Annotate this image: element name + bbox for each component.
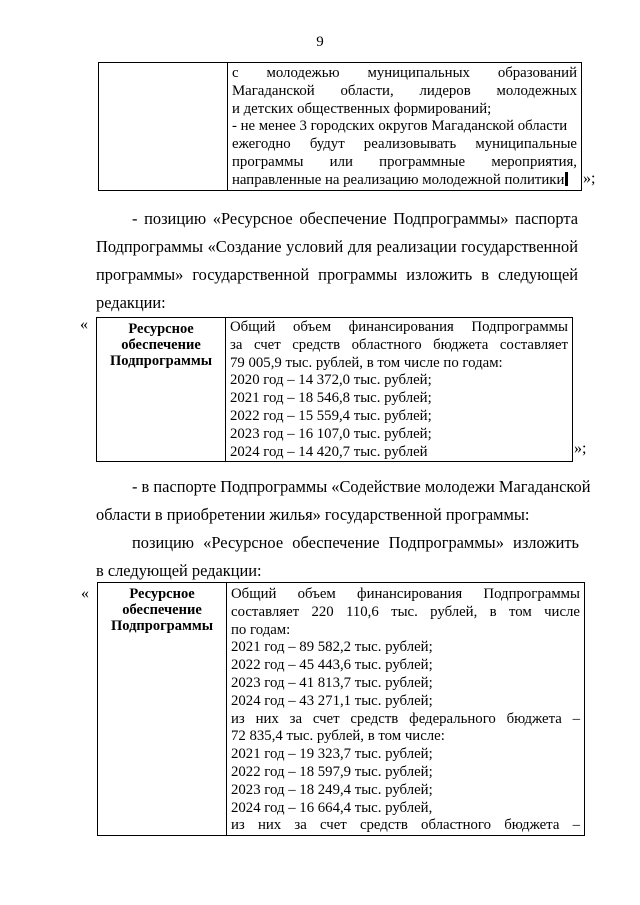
opening-quote-3: « <box>81 585 89 602</box>
continuation-table <box>98 62 582 191</box>
resource-table-2 <box>97 582 585 836</box>
table-line: 2024 год – 16 664,4 тыс. рублей, <box>231 799 433 816</box>
table-line: 2021 год – 18 546,8 тыс. рублей; <box>230 390 432 407</box>
label-line: Подпрограммы <box>109 353 213 369</box>
table-line: и детских общественных формирований; <box>232 100 492 117</box>
table-line: по годам: <box>231 621 291 638</box>
resource-label-cell <box>98 583 227 836</box>
resource-label-cell <box>97 318 226 462</box>
table-line: 2023 год – 41 813,7 тыс. рублей; <box>231 674 433 691</box>
paragraph-line: в следующей редакции: <box>96 561 262 580</box>
table-line: 2024 год – 43 271,1 тыс. рублей; <box>231 692 433 709</box>
paragraph-line: - в паспорте Подпрограммы «Содействие молодежи Магаданской <box>132 477 591 496</box>
continuation-table-right-cell <box>228 63 582 191</box>
table-line: из них за счет средств областного бюджета – <box>231 817 580 834</box>
table-line: 79 005,9 тыс. рублей, в том числе по годам: <box>230 354 503 371</box>
table-line: 2022 год – 45 443,6 тыс. рублей; <box>231 657 433 674</box>
table-line: 2024 год – 14 420,7 тыс. рублей <box>230 443 428 460</box>
table-line: из них за счет средств федерального бюджета – <box>231 710 580 727</box>
paragraph-line: редакции: <box>96 293 166 312</box>
label-line: Подпрограммы <box>110 618 214 634</box>
table-line: за счет средств областного бюджета составляет <box>230 336 568 353</box>
paragraph-line: программы» государственной программы изложить в следующей <box>96 265 578 284</box>
table-line: программы или программные мероприятия, <box>232 153 577 170</box>
paragraph-line: Подпрограммы «Создание условий для реализации государственной <box>96 237 578 256</box>
label-line: обеспечение <box>121 337 201 353</box>
continuation-table-left-cell <box>99 63 228 191</box>
table-line: 2023 год – 18 249,4 тыс. рублей; <box>231 781 433 798</box>
opening-quote-2: « <box>80 316 88 333</box>
resource-value-cell <box>226 318 573 462</box>
table-line: с молодежью муниципальных образований <box>232 65 577 81</box>
resource-table-1 <box>96 317 573 462</box>
table-line-last: направленные на реализацию молодежной политики <box>228 172 581 190</box>
text-cursor-marker <box>565 172 568 186</box>
label-line: Ресурсное <box>129 586 195 602</box>
resource-value-cell <box>227 583 585 836</box>
page-number: 9 <box>316 34 324 50</box>
table-line: Общий объем финансирования Подпрограммы <box>230 319 568 335</box>
paragraph-line: - позицию «Ресурсное обеспечение Подпрограммы» паспорта <box>132 209 578 228</box>
table-line: 2021 год – 19 323,7 тыс. рублей; <box>231 746 433 763</box>
table-line: 2022 год – 15 559,4 тыс. рублей; <box>230 407 432 424</box>
paragraph-line: области в приобретении жилья» государственной программы: <box>96 505 530 524</box>
table-line: - не менее 3 городских округов Магаданской области <box>232 118 568 135</box>
table-line: Магаданской области, лидеров молодежных <box>232 82 577 99</box>
closing-quote-2: »; <box>574 440 587 457</box>
table-line: ежегодно будут реализовывать муниципальные <box>232 136 577 153</box>
label-line: Ресурсное <box>128 321 194 337</box>
table-line: составляет 220 110,6 тыс. рублей, в том числе <box>231 603 580 620</box>
paragraph-line: позицию «Ресурсное обеспечение Подпрограммы» изложить <box>132 533 579 552</box>
table-line: 72 835,4 тыс. рублей, в том числе: <box>231 728 445 745</box>
table-line: Общий объем финансирования Подпрограммы <box>231 586 580 602</box>
table-line: 2023 год – 16 107,0 тыс. рублей; <box>230 425 432 442</box>
table-line: 2022 год – 18 597,9 тыс. рублей; <box>231 763 433 780</box>
label-line: обеспечение <box>122 602 202 618</box>
table-line: 2020 год – 14 372,0 тыс. рублей; <box>230 372 432 389</box>
table-line: 2021 год – 89 582,2 тыс. рублей; <box>231 639 433 656</box>
closing-quote-1: »; <box>583 170 596 187</box>
